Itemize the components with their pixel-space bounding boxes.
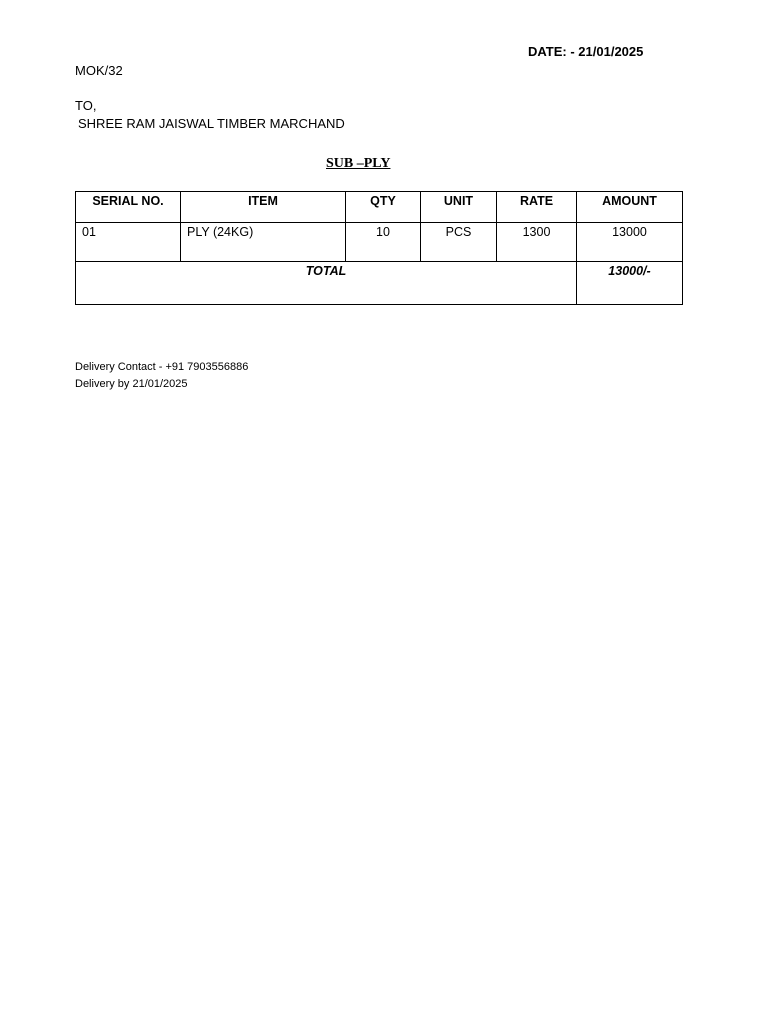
cell-item: PLY (24KG): [181, 223, 346, 262]
column-header-serial: SERIAL NO.: [76, 192, 181, 223]
cell-qty: 10: [346, 223, 421, 262]
column-header-qty: QTY: [346, 192, 421, 223]
total-value: 13000/-: [577, 262, 683, 305]
cell-unit: PCS: [421, 223, 497, 262]
to-label: TO,: [75, 98, 97, 113]
reference-number: MOK/32: [75, 63, 123, 78]
items-table: [75, 191, 683, 305]
document-date: DATE: - 21/01/2025: [528, 44, 644, 59]
delivery-contact: Delivery Contact - +91 7903556886: [75, 361, 249, 373]
delivery-date: Delivery by 21/01/2025: [75, 378, 188, 390]
cell-serial: 01: [76, 223, 181, 262]
column-header-item: ITEM: [181, 192, 346, 223]
column-header-rate: RATE: [497, 192, 577, 223]
recipient-name: SHREE RAM JAISWAL TIMBER MARCHAND: [78, 116, 345, 131]
cell-amount: 13000: [577, 223, 683, 262]
total-label: TOTAL: [76, 262, 577, 305]
total-row: [76, 262, 683, 305]
column-header-amount: AMOUNT: [577, 192, 683, 223]
cell-rate: 1300: [497, 223, 577, 262]
column-header-unit: UNIT: [421, 192, 497, 223]
table-row: [76, 223, 683, 262]
subject-heading: SUB –PLY: [326, 156, 391, 171]
table-header-row: [76, 192, 683, 223]
